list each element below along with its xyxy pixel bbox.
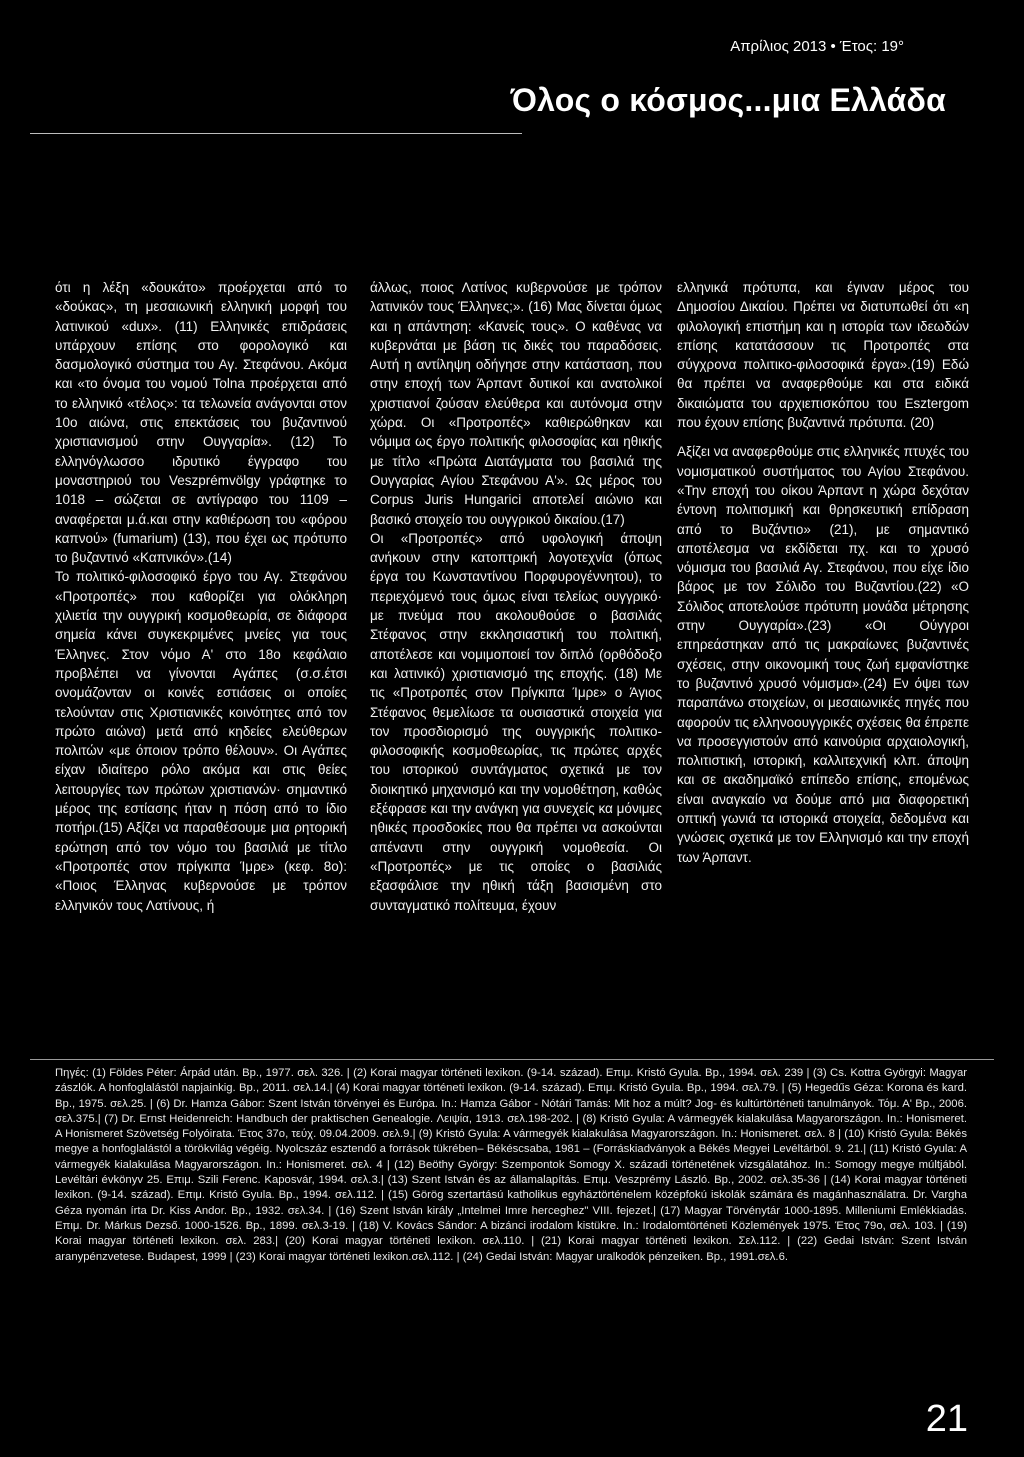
text-column-2 bbox=[370, 278, 662, 915]
paragraph: Οι «Προτροπές» από υφολογική άποψη ανήκουν στην κατοπτρική λογοτεχνία (όπως έργα του Κωνσταντίνου Πορφυρογέννητου), το περιεχόμενό τους όμως είναι τελείως ουγγρικό· με πνεύμα που ακολουθούσε ο βασιλιάς Στέφανος στην εκκλησιαστική του πολιτική, αποτέλεσε και νομιμοποιεί τον διπλό (ορθόδοξο και λατινικό) χριστιανισμό της εποχής. (18) Με τις «Προτροπές στον Πρίγκιπα Ίμρε» ο Άγιος Στέφανος θεμελίωσε τα ουσιαστικά στοιχεία για τον προσδιορισμό της ουγγρικής πολιτικο-φιλοσοφικής κοσμοθεωρίας, τις πρώτες αρχές του ιστορικού συντάγματος σχετικά με τον διοικητικό μηχανισμό και την νομοθέτηση, καθώς εξέφρασε και την ανάγκη για συνεχείς κα μόνιμες ηθικές προσδοκίες που θα πρέπει να ασκούνται απέναντι στην ουγγρική νομοθεσία. Οι «Προτροπές» με τις οποίες ο βασιλιάς εξασφάλισε την ηθική τάξη βασισμένη στο συνταγματικό πολίτευμα, έχουν bbox=[370, 530, 662, 913]
text-column-3 bbox=[677, 278, 969, 867]
paragraph: άλλως, ποιος Λατίνος κυβερνούσε με τρόπον λατινικόν τους Έλληνες;». (16) Μας δίνεται όμως και η απάντηση: «Κανείς τους». Ο καθένας να κυβερνάται με βάση τις δικές του παραδόσεις. Αυτή η αντίληψη οδήγησε στην κατάσταση, που στην εποχή των Άρπαντ δυτικοί και ανατολικοί χριστιανοί ζούσαν ελεύθερα και αυτόνομα στην χώρα. Οι «Προτροπές» καθιερώθηκαν και νόμιμα ως έργο πολιτικής φιλοσοφίας και ηθικής με τίτλο «Πρώτα Διατάγματα του βασιλιά της Ουγγαρίας Αγίου Στεφάνου Α'». Ως μέρος του Corpus Juris Hungarici αποτελεί αιώνιο και βασικό στοιχείο του ουγγρικού δικαίου.(17) bbox=[370, 280, 662, 527]
issue-date: Απρίλιος 2013 • Έτος: 19° bbox=[730, 38, 904, 55]
footnotes: Πηγές: (1) Földes Péter: Árpád után. Bp., 1977. σελ. 326. | (2) Korai magyar történeti lexikon. (9-14. század). Επιμ. Kristó Gyula. Bp., 1994. σελ. 239 | (3) Cs. Kottra Györgyi: Magyar zászlók. A honfoglalástól napjainkig. Bp., 2011. σελ.14.| (4) Korai magyar történeti lexikon. (9-14. század). Επιμ. Kristó Gyula. Bp., 1994. σελ.79. | (5) Hegedűs Géza: Korona és kard. Bp., 1975. σελ.25. | (6) Dr. Hamza Gábor: Szent István törvényei és Európa. In.: Hamza Gábor - Nótári Tamás: Mit hoz a múlt? Jog- és kultúrtörténeti tanulmányok. Τόμ. Α' Bp., 2006. σελ.375.| (7) Dr. Ernst Heidenreich: Handbuch der praktischen Genealogie. Λειψία, 1913. σελ.198-202. | (8) Kristó Gyula: A vármegyék kialakulása Magyarországon. In.: Honismeret. A Honismeret Szövetség Folyóirata. Έτος 37ο, τεύχ. 09.04.2009. σελ.9.| (9) Kristó Gyula: A vármegyék kialakulása Magyarországon. In.: Honismeret. σελ. 8 | (10) Kristó Gyula: Békés megye a honfoglalástól a törökvilág végéig. Nyolcszáz esztendő a források tükrében– Békéscsaba, 1981 – (Forráskiadványok a Békés Megyei Levéltárból. 9. 21.| (11) Kristó Gyula: A vármegyék kialakulása Magyarországon. In.: Honismeret. σελ. 4 | (12) Beöthy György: Szempontok Somogy X. századi történetének vizsgálatához. In.: Somogy megye múltjából. Levéltári évkönyv 25. Επιμ. Szili Ferenc. Kaposvár, 1994. σελ.3.| (13) Szent István és az államalapítás. Επιμ. Veszprémy László. Bp., 2002. σελ.35-36 | (14) Korai magyar történeti lexikon. (9-14. század). Επιμ. Kristó Gyula. Bp., 1994. σελ.112. | (15) Görög szertartású katholikus egyháztörténelem középfokú iskolák számára és magánhasználatra. Dr. Vargha Géza nyomán írta Dr. Kiss Andor. Bp., 1932. σελ.34. | (16) Szent István király „Intelmei Imre herceghez" VIII. fejezet.| (17) Magyar Törvénytár 1000-1895. Milleniumi Emlékkiadás. Επιμ. Dr. Márkus Dezső. 1000-1526. Bp., 1899. σελ.3-19. | (18) V. Kovács Sándor: A bizánci irodalom kistükre. In.: Irodalomtörténeti Közlemények 1975. Έτος 79ο, σελ. 103. | (19) Korai magyar történeti lexikon. σελ. 283.| (20) Korai magyar történeti lexikon. σελ.110. | (21) Korai magyar történeti lexikon. Σελ.112. | (22) Gedai István: Szent István aranypénzvetese. Budapest, 1999 | (23) Korai magyar történeti lexikon.σελ.112. | (24) Gedai István: Magyar uralkodók pénzeiken. Bp., 1991.σελ.6. bbox=[55, 1067, 967, 1263]
paragraph: Αξίζει να αναφερθούμε στις ελληνικές πτυχές του νομισματικού συστήματος του Αγίου Στεφάνου. «Την εποχή του οίκου Άρπαντ η χώρα δεχόταν έντονη πολιτισμική και θρησκευτική επίδραση από το Βυζάντιο» (21), με σημαντικό αποτέλεσμα να εκδίδεται πχ. και το χρυσό νόμισμα του βασιλιά Αγ. Στεφάνου, που είχε ίδιο βάρος με τον Σόλιδο του Βυζαντίου.(22) «Ο Σόλιδος αποτελούσε πρότυπη μονάδα μέτρησης στην Ουγγαρία».(23) «Οι Ούγγροι επηρεάστηκαν από τις μακραίωνες βυζαντινές σχέσεις, στην οικονομική τους ζωή εμφανίστηκε το βυζαντινό χρυσό νόμισμα».(24) Εν όψει των παραπάνω στοιχείων, οι μεσαιωνικές πηγές που αφορούν τις ελληνοουγγρικές σχέσεις θα έπρεπε να προσεγγιστούν από καινούρια αρχαιολογική, πολιτιστική, ιστορική, καλλιτεχνική κλπ. άποψη και σε ακαδημαϊκό επίπεδο επίσης, επομένως είναι αναγκαίο να δούμε από μια διαφορετική οπτική γωνιά τα ιστορικά στοιχεία, δεδομένα και γνώσεις σχετικά με τον Ελληνισμό και την εποχή των Άρπαντ. bbox=[677, 444, 969, 865]
section-title: Όλος ο κόσμος...μια Ελλάδα bbox=[510, 82, 946, 118]
header-rule bbox=[30, 133, 522, 134]
text-column-1 bbox=[55, 278, 347, 915]
paragraph: ελληνικά πρότυπα, και έγιναν μέρος του Δημοσίου Δικαίου. Πρέπει να διατυπωθεί ότι «η φιλολογική επιστήμη και η ιστορία των ιδεωδών επίσης κατατάσσουν τις Προτροπές στα σύγχρονα πολιτικο-φιλοσοφικά έργα».(19) Εδώ θα πρέπει να αναφερθούμε και στα ειδικά δικαιώματα του αρχιεπισκόπου του Esztergom που έχουν επίσης βυζαντινά πρότυπα. (20) bbox=[677, 280, 969, 431]
paragraph: Το πολιτικό-φιλοσοφικό έργο του Αγ. Στεφάνου «Προτροπές» που καθορίζει για ολόκληρη χιλιετία την ουγγρική κοσμοθεωρία, σε διάφορα σημεία κάνει συγκεκριμένες μνείες για τους Έλληνες. Στον νόμο Α' στο 18ο κεφάλαιο προβλέπει να γίνονται Αγάπες (σ.σ.έτσι ονομάζονταν οι κοινές εστιάσεις οι οποίες τελούνταν στις Χριστιανικές κοινότητες από τον πρώτο αιώνα) μετά από κηδείες ελεύθερων πολιτών «με όποιον τρόπο θέλουν». Οι Αγάπες είχαν ιδιαίτερο ρόλο ακόμα και στις θείες λειτουργίες των πρώτων χριστιανών· σημαντικό μέρος της εστίασης ήταν η πόση από το ίδιο ποτήρι.(15) Αξίζει να παραθέσουμε μια ρητορική ερώτηση από τον νόμο του βασιλιά με τίτλο «Προτροπές στον πρίγκιπα Ίμρε» (κεφ. 8ο): «Ποιος Έλληνας κυβερνούσε με τρόπον ελληνικόν τους Λατίνους, ή bbox=[55, 569, 347, 913]
page-number: 21 bbox=[925, 1398, 968, 1440]
footnotes-rule bbox=[30, 1059, 994, 1060]
paragraph: ότι η λέξη «δουκάτο» προέρχεται από το «δούκας», τη μεσαιωνική ελληνική μορφή του λατινικού «dux». (11) Ελληνικές επιδράσεις υπάρχουν επίσης στο φορολογικό και δασμολογικό σύστημα του Αγ. Στεφάνου. Ακόμα και «το όνομα του νομού Tolna προέρχεται από το ελληνικό «τέλος»: τα τελωνεία ανάγονται στον 10ο αιώνα, στις επεκτάσεις του βυζαντινού χριστιανισμού στην Ουγγαρία». (12) Το ελληνόγλωσσο ιδρυτικό έγγραφο του μοναστηριού του Veszprémvölgy γράφτηκε το 1018 – σώζεται σε αντίγραφο του 1109 – αναφέρεται μ.ά.και στην καθιέρωση του «φόρου καπνού» (fumarium) (13), που έχει ως πρότυπο το βυζαντινό «Καπνικόν».(14) bbox=[55, 280, 347, 566]
